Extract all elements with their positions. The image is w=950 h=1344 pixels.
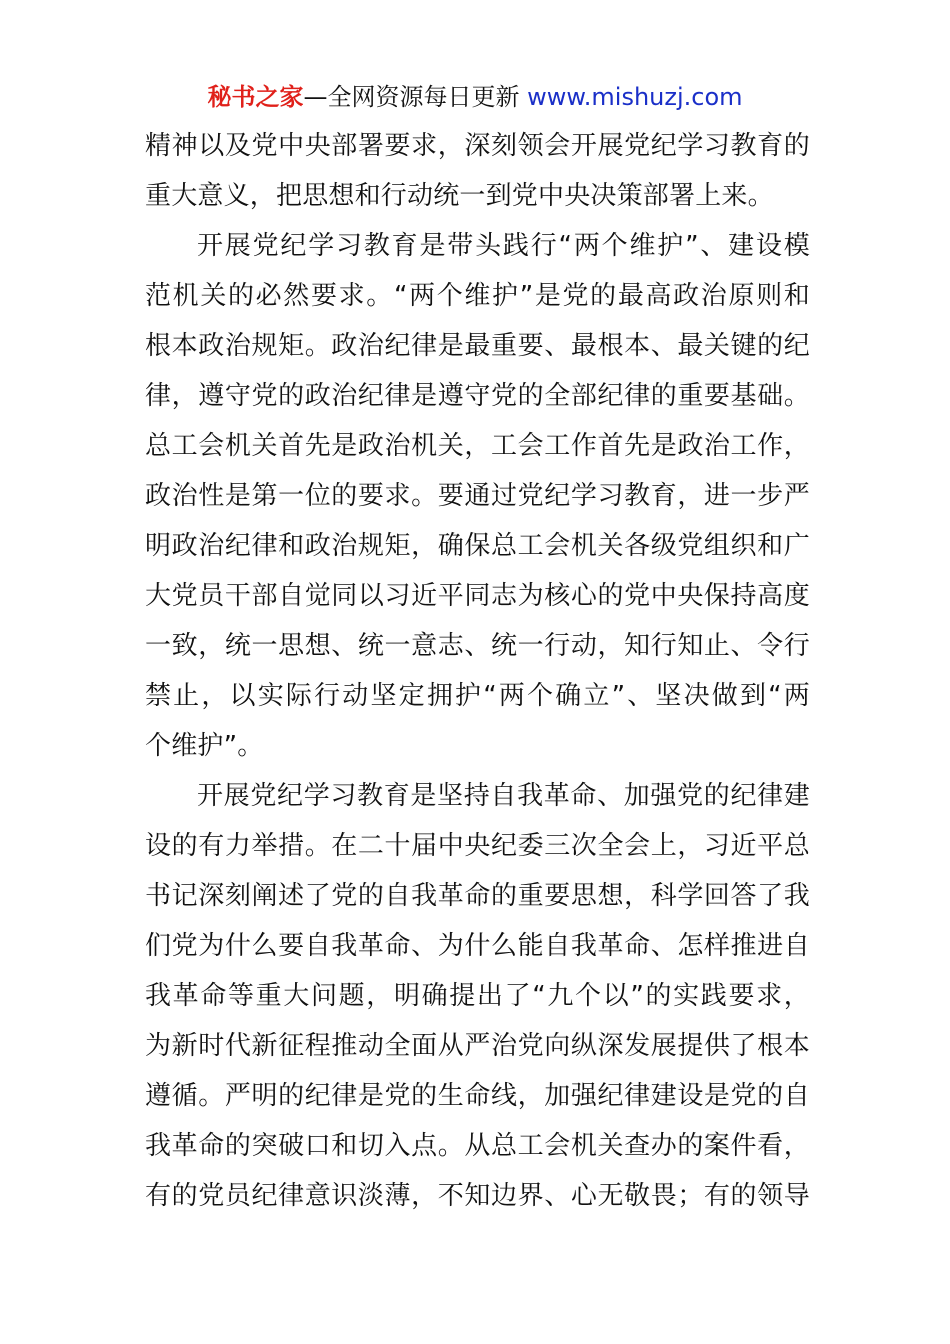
document-body bbox=[145, 121, 810, 1221]
site-header bbox=[0, 80, 950, 114]
text-line: 遵循。严明的纪律是党的生命线，加强纪律建设是党的自 bbox=[145, 1081, 810, 1111]
text-line: 范机关的必然要求。“两个维护”是党的最高政治原则和 bbox=[145, 281, 810, 311]
text-line: 们党为什么要自我革命、为什么能自我革命、怎样推进自 bbox=[145, 931, 810, 961]
text-line: 律，遵守党的政治纪律是遵守党的全部纪律的重要基础。 bbox=[145, 381, 810, 411]
text-line: 个维护”。 bbox=[145, 731, 264, 761]
text-line: 大党员干部自觉同以习近平同志为核心的党中央保持高度 bbox=[145, 581, 810, 611]
site-tagline: —全网资源每日更新 bbox=[303, 83, 528, 111]
text-line: 我革命的突破口和切入点。从总工会机关查办的案件看， bbox=[145, 1131, 810, 1161]
text-line: 我革命等重大问题，明确提出了“九个以”的实践要求， bbox=[145, 981, 810, 1011]
text-line: 根本政治规矩。政治纪律是最重要、最根本、最关键的纪 bbox=[145, 331, 810, 361]
paragraph-start-line: 开展党纪学习教育是带头践行“两个维护”、建设模 bbox=[197, 231, 810, 261]
text-line: 政治性是第一位的要求。要通过党纪学习教育，进一步严 bbox=[145, 481, 810, 511]
text-line: 重大意义，把思想和行动统一到党中央决策部署上来。 bbox=[145, 181, 774, 211]
text-line: 禁止，以实际行动坚定拥护“两个确立”、坚决做到“两 bbox=[145, 681, 810, 711]
text-line: 总工会机关首先是政治机关，工会工作首先是政治工作， bbox=[145, 431, 810, 461]
text-line: 为新时代新征程推动全面从严治党向纵深发展提供了根本 bbox=[145, 1031, 810, 1061]
text-line: 一致，统一思想、统一意志、统一行动，知行知止、令行 bbox=[145, 631, 810, 661]
text-line: 书记深刻阐述了党的自我革命的重要思想，科学回答了我 bbox=[145, 881, 810, 911]
text-line: 有的党员纪律意识淡薄，不知边界、心无敬畏；有的领导 bbox=[145, 1181, 810, 1211]
text-line: 设的有力举措。在二十届中央纪委三次全会上，习近平总 bbox=[145, 831, 810, 861]
site-brand: 秘书之家 bbox=[207, 83, 304, 111]
text-line: 精神以及党中央部署要求，深刻领会开展党纪学习教育的 bbox=[145, 131, 810, 161]
site-url-link[interactable]: www.mishuzj.com bbox=[527, 83, 743, 111]
text-line: 明政治纪律和政治规矩，确保总工会机关各级党组织和广 bbox=[145, 531, 810, 561]
paragraph-start-line: 开展党纪学习教育是坚持自我革命、加强党的纪律建 bbox=[197, 781, 810, 811]
